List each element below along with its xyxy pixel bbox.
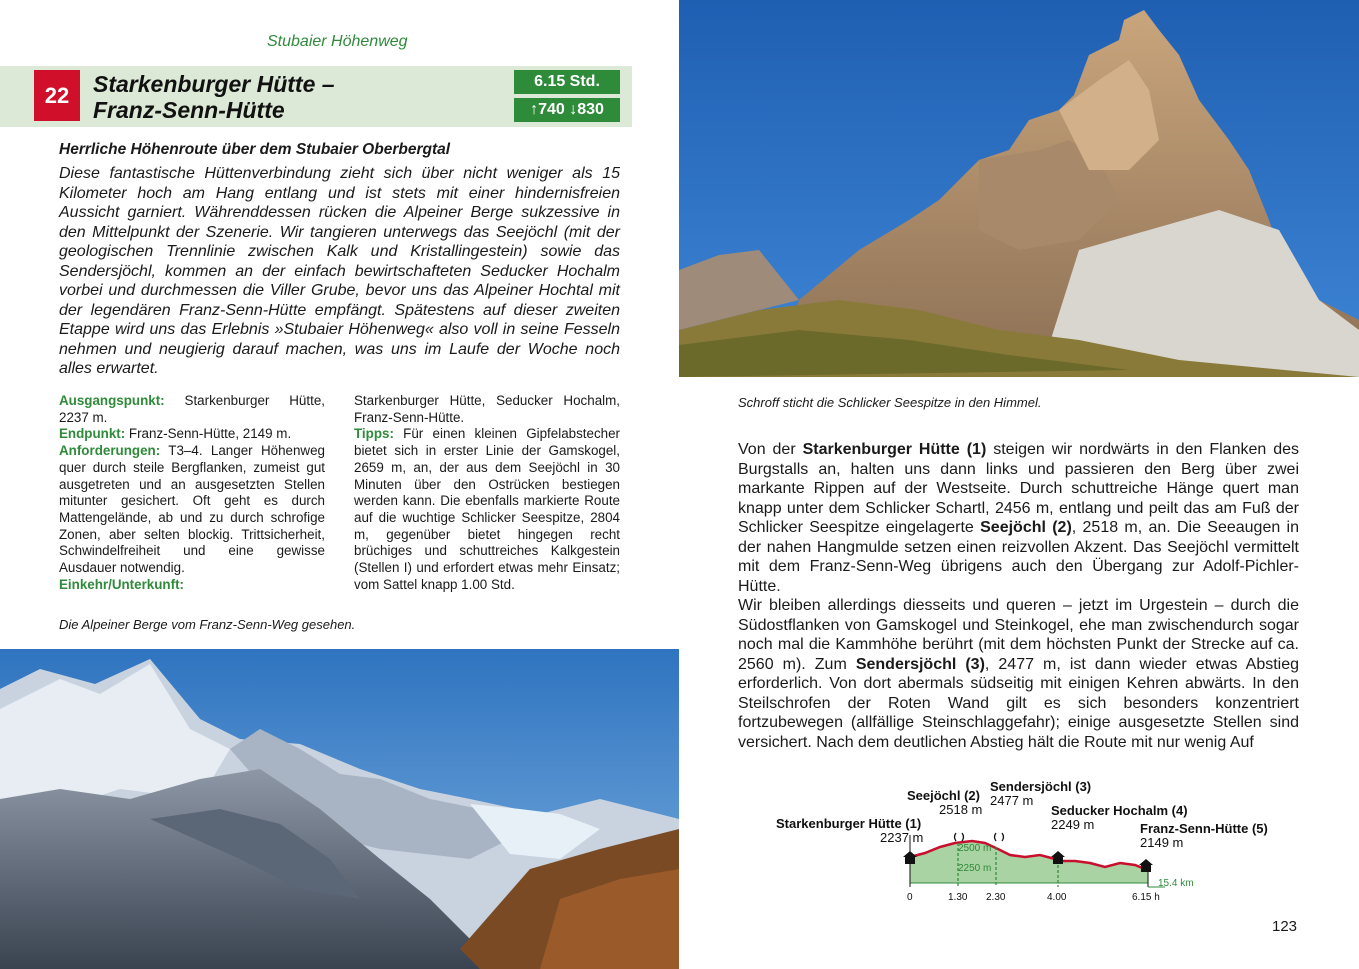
profile-point-5-name: Franz-Senn-Hütte (5) [1140,821,1268,836]
profile-point-5-elev: 2149 m [1140,835,1184,850]
intro-paragraph: Diese fantastische Hüttenverbindung zieht sich über nicht weniger als 15 Kilometer hoch am Hang entlang und ist stets mit einer hindernisfreien Aussicht garniert. Währenddessen rücken die Alpeiner Berge sukzessive in den Mittelpunkt der Szenerie. Wir tangieren unterwegs das Seejöchl (mit der geologischen Trennlinie zwischen Kalk und Kristallingestein) sowie das Sendersjöchl, kommen an der einfach bewirtschafteten Seducker Hochalm vorbei und durchmessen die Viller Grube, bevor uns das Alpeiner Hochtal mit der legendären Franz-Senn-Hütte empfängt. Spätestens auf dieser zweiten Etappe wird uns das Erlebnis »Stubaier Höhenweg« also voll in seine Fesseln nehmen und neugierig darauf machen, was uns im Laufe der Woche noch alles erwartet. [59,165,620,377]
profile-graph [760,775,1280,915]
ref-line-label-high: 2500 m [958,843,992,854]
tips-text: Für einen kleinen Gipfelabstecher bietet sich in erster Linie der Gamskogel, 2659 m, an, der aus dem Seejöchl in 30 Minuten über den Ostrücken bestiegen werden kann. Die ebenfalls markierte Route auf die wuchtige Schlicker Seespitze, 2804 m, gegenüber bietet hingegen recht brüchiges und schuttreiches Kalkgestein (Stellen I) und erfordert etwas mehr Einsatz; vom Sattel knapp 1.00 Std. [354,426,620,592]
requirements-label: Anforderungen: [59,443,161,459]
photo-caption-seespitze: Schroff sticht die Schlicker Seespitze in den Himmel. [738,395,1042,410]
accommodation-text: Starkenburger Hütte, Seducker Hochalm, Franz-Senn-Hütte. [354,393,620,425]
waypoint-name: Starkenburger Hütte (1) [802,441,987,458]
elevation-badge: ↑740 ↓830 [514,98,620,122]
profile-point-2-elev: 2518 m [939,802,983,817]
body-text: Wir bleiben allerdings diesseits und queren – jetzt im Urgestein – durch die Südostflanken von Gamskogel und Steinkogel, ehe man zwischendurch sogar noch mal die Kammhöhe berührt (mit dem höchsten Punkt der Strecke auf ca. 2560 m). Zum [738,597,1299,673]
pass-icon-seejoechl [955,833,957,841]
profile-point-4-name: Seducker Hochalm (4) [1051,803,1188,818]
waypoint-name: Seejöchl (2) [980,519,1072,536]
tour-subtitle: Herrliche Höhenroute über dem Stubaier Oberbergtal [59,141,451,158]
start-text: Starkenburger Hütte, 2237 m. [59,393,325,425]
tour-title-line1: Starkenburger Hütte – [93,71,335,97]
elevation-profile [760,775,1280,915]
waypoint-name: Sendersjöchl (3) [855,655,985,673]
photo-caption-alps: Die Alpeiner Berge vom Franz-Senn-Weg gesehen. [59,617,356,632]
profile-area [910,841,1148,883]
requirements-text: T3–4. Langer Höhenweg quer durch steile Bergflanken, zumeist gut ausgetreten und an ausgesetzten Stellen mitunter gesichert. Oft geht es durch Mattengelände, ab und zu durch schrofige Zonen, aber selten blockig. Trittsicherheit, Schwindelfreiheit und eine gewisse Ausdauer notwendig. [59,443,325,576]
pass-icon-sendersjoechl [995,833,997,841]
accommodation-label: Einkehr/Unterkunft: [59,576,184,592]
time-tick-3: 4.00 [1047,892,1067,903]
time-tick-0: 0 [907,892,913,903]
tips-label: Tipps: [354,426,394,442]
tour-title [93,71,335,123]
body-text: steigen wir nordwärts in den Flanken des Burgstalls an, halten uns dann links und passieren den Berg über zwei markante Rippen auf der Westseite. Durch schuttreiche Hänge quert man knapp unter dem Schlicker Schartl, 2456 m, entlang und peilt das am Fuß der Schlicker Seespitze eingelagerte [738,441,1299,536]
seespitze-photo [679,0,1359,377]
duration-badge: 6.15 Std. [514,70,620,94]
distance-label: 15.4 km [1158,878,1194,889]
profile-point-2-name: Seejöchl (2) [907,788,980,803]
page-number: 123 [1272,918,1298,935]
hut-icon-4 [1051,851,1065,864]
hut-icon-5 [1139,859,1153,872]
end-label: Endpunkt: [59,426,126,442]
time-tick-4: 6.15 h [1132,892,1160,903]
profile-point-4-elev: 2249 m [1051,817,1095,832]
body-text: Von der [738,441,803,458]
profile-point-3-elev: 2477 m [990,793,1034,808]
info-column-right [354,393,620,593]
ref-line-label-low: 2250 m [958,863,992,874]
hut-icon-1 [903,851,917,864]
time-tick-2: 2.30 [986,892,1006,903]
profile-point-1-name: Starkenburger Hütte (1) [776,816,922,831]
body-text: , 2518 m, an. Die Seeaugen in der nahen Hangmulde setzen einen reizvollen Akzent. Das Seejöchl vermittelt mit dem Franz-Senn-Weg übrigens auch den Übergang zur Adolf-Pichler-Hütte. [738,519,1300,595]
profile-point-3-name: Sendersjöchl (3) [990,779,1092,794]
profile-point-1-elev: 2237 m [880,830,924,845]
end-text: Franz-Senn-Hütte, 2149 m. [125,426,292,442]
tour-number-badge: 22 [34,70,80,121]
running-head: Stubaier Höhenweg [267,33,408,50]
tour-title-line2: Franz-Senn-Hütte [93,97,285,123]
start-label: Ausgangspunkt: [59,393,165,408]
alps-photo [0,649,679,969]
route-description [738,440,1299,752]
info-column-left [59,393,325,593]
body-text: , 2477 m, ist dann wieder etwas Abstieg erforderlich. Von dort abermals südseitig mit einigen Kehren abwärts. In den Steilschrofen der Roten Wand gilt es sich besonders konzentriert fortzubewegen (allfällige Steinschlaggefahr); einige ausgesetzte Stellen sind versichert. Nach dem deutlichen Abstieg hält die Route mit nur wenig Auf [738,655,1300,751]
time-tick-1: 1.30 [948,892,968,903]
